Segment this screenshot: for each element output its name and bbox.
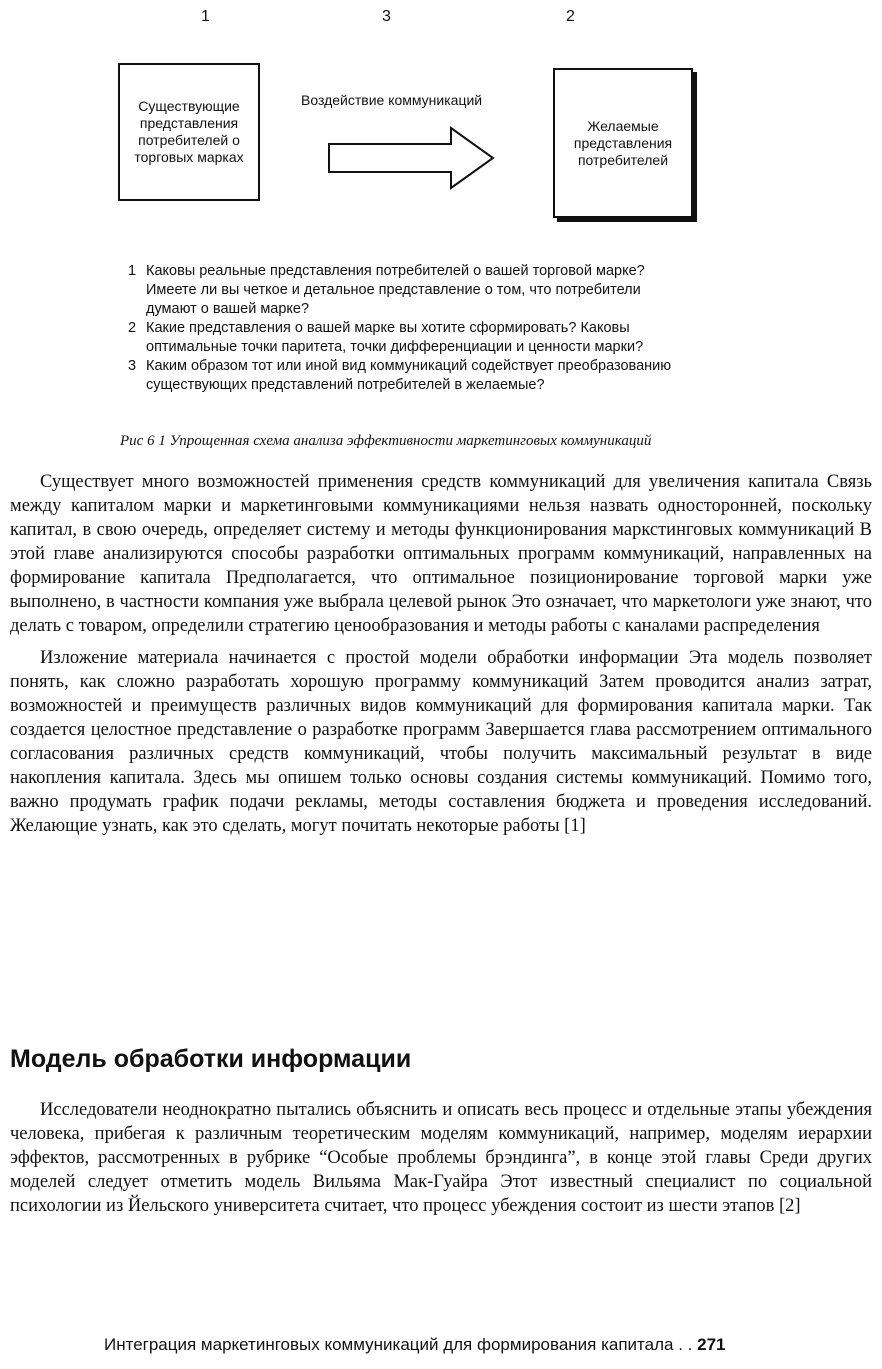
question-line: Какие представления о вашей марке вы хотите сформировать? Каковы <box>146 320 630 336</box>
arrow-label: Воздействие коммуникаций <box>301 92 483 108</box>
question-line: Каковы реальные представления потребителей о вашей торговой марке? <box>146 263 645 279</box>
question-list <box>128 262 768 395</box>
section-heading: Модель обработки информации <box>10 1045 412 1073</box>
page-number: 271 <box>697 1335 726 1354</box>
step-number-3: 3 <box>382 8 391 25</box>
section-paragraph: Исследователи неоднократно пытались объяснить и описать весь процесс и отдельные этапы убеждения человека, прибегая к различным теоретическим моделям коммуникаций, например, моделям иерархии эффектов, рассмотренных в рубрике “Особые проблемы брэндинга”, в конце этой главы Среди других моделей следует отметить модель Вильяма Мак-Гуайра Этот известный специалист по социальной психологии из Йельского университета считает, что процесс убеждения состоит из шести этапов [2] <box>10 1100 872 1216</box>
body-paragraph: Существует много возможностей применения средств коммуникаций для увеличения капитала Связь между капиталом марки и маркетинговыми коммуникациями нельзя назвать односторонней, поскольку капитал, в свою очередь, определяет систему и методы функционирования маркстинговых коммуникаций В этой главе анализируются способы разработки оптимальных программ коммуникаций, направленных на формирование капитала Предполагается, что оптимальное позиционирование торговой марки уже выполнено, в частности компания уже выбрала целевой рынок Это означает, что маркетологи уже знают, что делать с товаром, определили стратегию ценообразования и методы работы с каналами распределения <box>10 472 872 636</box>
step-number-1: 1 <box>201 8 210 25</box>
box-line: торговых марках <box>134 149 244 165</box>
running-title: Интеграция маркетинговых коммуникаций для формирования капитала . . <box>104 1335 693 1354</box>
body-paragraph: Изложение материала начинается с простой модели обработки информации Эта модель позволяет понять, как сложно разработать хорошую программу коммуникаций Затем проводится анализ затрат, возможностей и преимуществ различных видов коммуникаций для формирования капитала марки. Так создается целостное представление о разработке программ Завершается глава рассмотрением оптимального согласования различных средств коммуникаций, чтобы получить максимальный результат в виде накопления капитала. Здесь мы опишем только основы создания системы коммуникаций. Помимо того, важно продумать график подачи рекламы, методы составления бюджета и проведения исследований. Желающие узнать, как это сделать, могут почитать некоторые работы [1] <box>10 648 872 836</box>
question-line: существующих представлений потребителей в желаемые? <box>146 377 545 393</box>
box-line: потребителей <box>577 151 669 168</box>
figure-caption: Рис 6 1 Упрощенная схема анализа эффективности маркетинговых коммуникаций <box>120 433 652 449</box>
question-line: Каким образом тот или иной вид коммуникаций содействует преобразованию <box>146 358 672 374</box>
box-line: представления <box>573 134 673 151</box>
question-number: 1 <box>128 263 137 279</box>
question-item <box>128 262 768 319</box>
right-arrow-icon <box>327 126 497 190</box>
question-line: думают о вашей марке? <box>146 301 310 317</box>
box-line: Желаемые <box>587 117 659 134</box>
box-line: представления <box>139 115 239 131</box>
existing-perceptions-box <box>118 63 260 201</box>
question-line: оптимальные точки паритета, точки дифференциации и ценности марки? <box>146 339 644 355</box>
box-line: потребителей о <box>138 132 240 148</box>
question-item <box>128 357 768 395</box>
step-number-2: 2 <box>566 8 575 25</box>
question-item <box>128 319 768 357</box>
box-line: Существующие <box>138 98 240 114</box>
question-number: 3 <box>128 358 137 374</box>
question-number: 2 <box>128 320 137 336</box>
desired-perceptions-box <box>553 68 693 218</box>
question-line: Имеете ли вы четкое и детальное представление о том, что потребители <box>146 282 641 298</box>
page-footer <box>104 1335 725 1355</box>
